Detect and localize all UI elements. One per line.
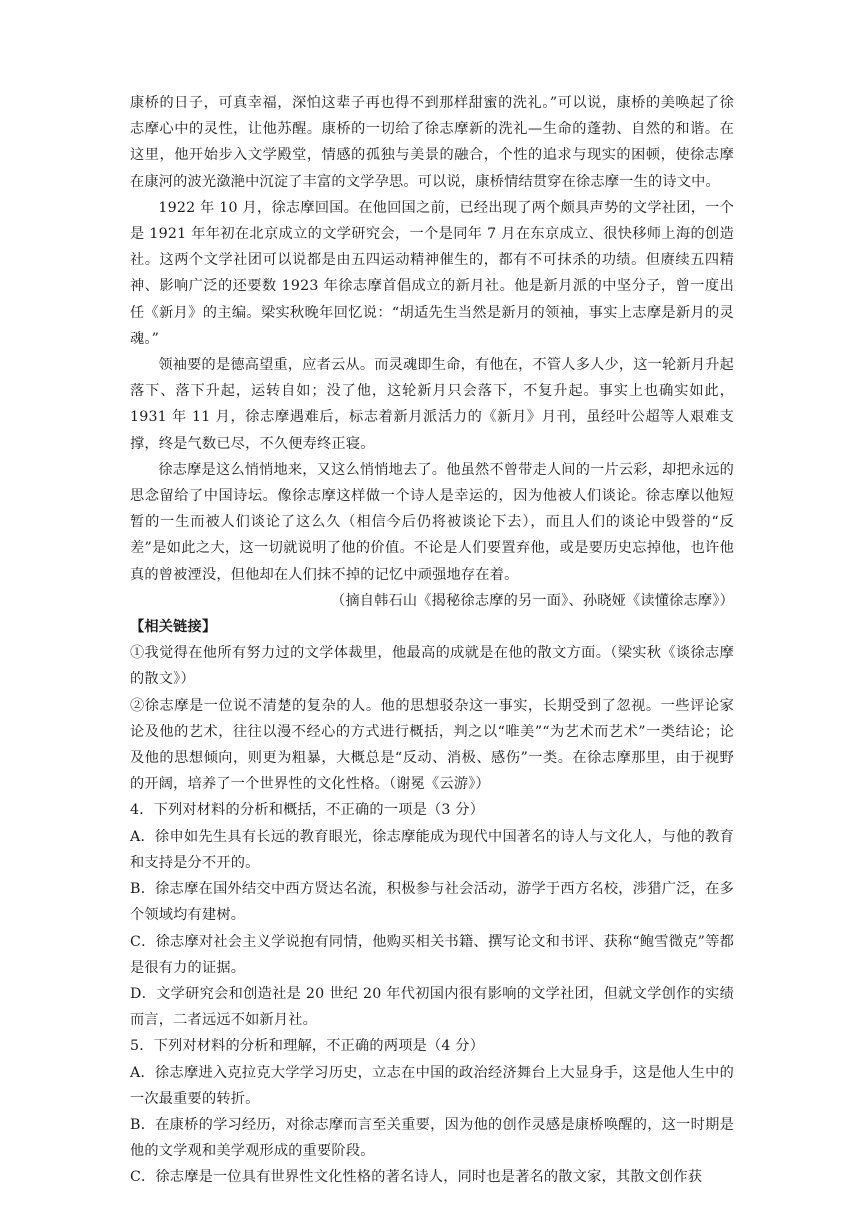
question-4-option-d: D．文学研究会和创造社是 20 世纪 20 年代初国内很有影响的文学社团，但就文学创作的实绩而言，二者远远不如新月社。	[130, 985, 734, 1029]
question-4-option-b: B．徐志摩在国外结交中西方贤达名流，积极参与社会活动，游学于西方名校，涉猎广泛，在多个领域均有建树。	[130, 881, 734, 924]
related-links-heading: 【相关链接】	[130, 619, 217, 636]
question-5-option-a: A．徐志摩进入克拉克大学学习历史，立志在中国的政治经济舞台上大显身手，这是他人生中的一次最重要的转折。	[130, 1064, 734, 1107]
question-5-stem: 5．下列对材料的分析和理解，不正确的两项是（4 分）	[130, 1038, 485, 1055]
question-4	[130, 797, 734, 1033]
question-5	[130, 1033, 734, 1190]
related-link-2: ②徐志摩是一位说不清楚的复杂的人。他的思想驳杂这一事实，长期受到了忽视。一些评论家论及他的艺术，往往以漫不经心的方式进行概括，判之以“唯美”“为艺术而艺术”一类结论；论及他的思想倾向，则更为粗暴，大概总是“反动、消极、感伤”一类。在徐志摩那里，由于视野的开阔，培养了一个世界性的文化性格。（谢冕《云游》）	[130, 697, 734, 793]
document-page	[130, 90, 734, 1191]
question-5-option-b: B．在康桥的学习经历，对徐志摩而言至关重要，因为他的创作灵感是康桥唤醒的，这一时期是他的文学观和美学观形成的重要阶段。	[130, 1116, 734, 1160]
question-5-option-c: C．徐志摩是一位具有世界性文化性格的著名诗人，同时也是著名的散文家，其散文创作获	[130, 1169, 703, 1186]
article-paragraph-4: 徐志摩是这么悄悄地来，又这么悄悄地去了。他虽然不曾带走人间的一片云彩，却把永远的思念留给了中国诗坛。像徐志摩这样做一个诗人是幸运的，因为他被人们谈论。徐志摩以他短暂的一生而被人们谈论了这么久（相信今后仍将被谈论下去），而且人们的谈论中毁誉的“反差”是如此之大，这一切就说明了他的价值。不论是人们要置弃他，或是要历史忘掉他，也许他真的曾被湮没，但他却在人们抹不掉的记忆中顽强地存在着。	[130, 461, 734, 583]
question-4-option-c: C．徐志摩对社会主义学说抱有同情，他购买相关书籍、撰写论文和书评、获称“鲍雪微克”等都是很有力的证据。	[130, 933, 734, 976]
article-paragraph-2: 1922 年 10 月，徐志摩回国。在他回国之前，已经出现了两个颇具声势的文学社团，一个是 1921 年年初在北京成立的文学研究会，一个是同年 7 月在东京成立、很快移师上海的创造社。这两个文学社团可以说都是由五四运动精神催生的，都有不可抹杀的功绩。但赓续五四精神、影响广泛的还要数 1923 年徐志摩首倡成立的新月社。他是新月派的中坚分子，曾一度出任《新月》的主编。梁实秋晚年回忆说：“胡适先生当然是新月的领袖，事实上志摩是新月的灵魂。”	[130, 199, 734, 347]
question-4-option-a: A．徐申如先生具有长远的教育眼光，徐志摩能成为现代中国著名的诗人与文化人，与他的教育和支持是分不开的。	[130, 828, 734, 871]
article-paragraph-3: 领袖要的是德高望重，应者云从。而灵魂即生命，有他在，不管人多人少，这一轮新月升起落下、落下升起，运转自如；没了他，这轮新月只会落下，不复升起。事实上也确实如此，1931 年 11 月，徐志摩遇难后，标志着新月派活力的《新月》月刊，虽经叶公超等人艰难支撑，终是气数已尽，不久便寿终正寝。	[130, 357, 734, 452]
article-paragraph-1: 康桥的日子，可真幸福，深怕这辈子再也得不到那样甜蜜的洗礼。”可以说，康桥的美唤起了徐志摩心中的灵性，让他苏醒。康桥的一切给了徐志摩新的洗礼—生命的蓬勃、自然的和谐。在这里，他开始步入文学殿堂，情感的孤独与美景的融合，个性的追求与现实的困顿，使徐志摩在康河的波光潋滟中沉淀了丰富的文学孕思。可以说，康桥情结贯穿在徐志摩一生的诗文中。	[130, 95, 734, 190]
related-link-1: ①我觉得在他所有努力过的文学体裁里，他最高的成就是在他的散文方面。（梁实秋《谈徐志摩的散文》）	[130, 645, 734, 688]
question-4-stem: 4．下列对材料的分析和概括，不正确的一项是（3 分）	[130, 802, 485, 819]
article-source: （摘自韩石山《揭秘徐志摩的另一面》、孙晓娅《读懂徐志摩》）	[330, 592, 734, 609]
